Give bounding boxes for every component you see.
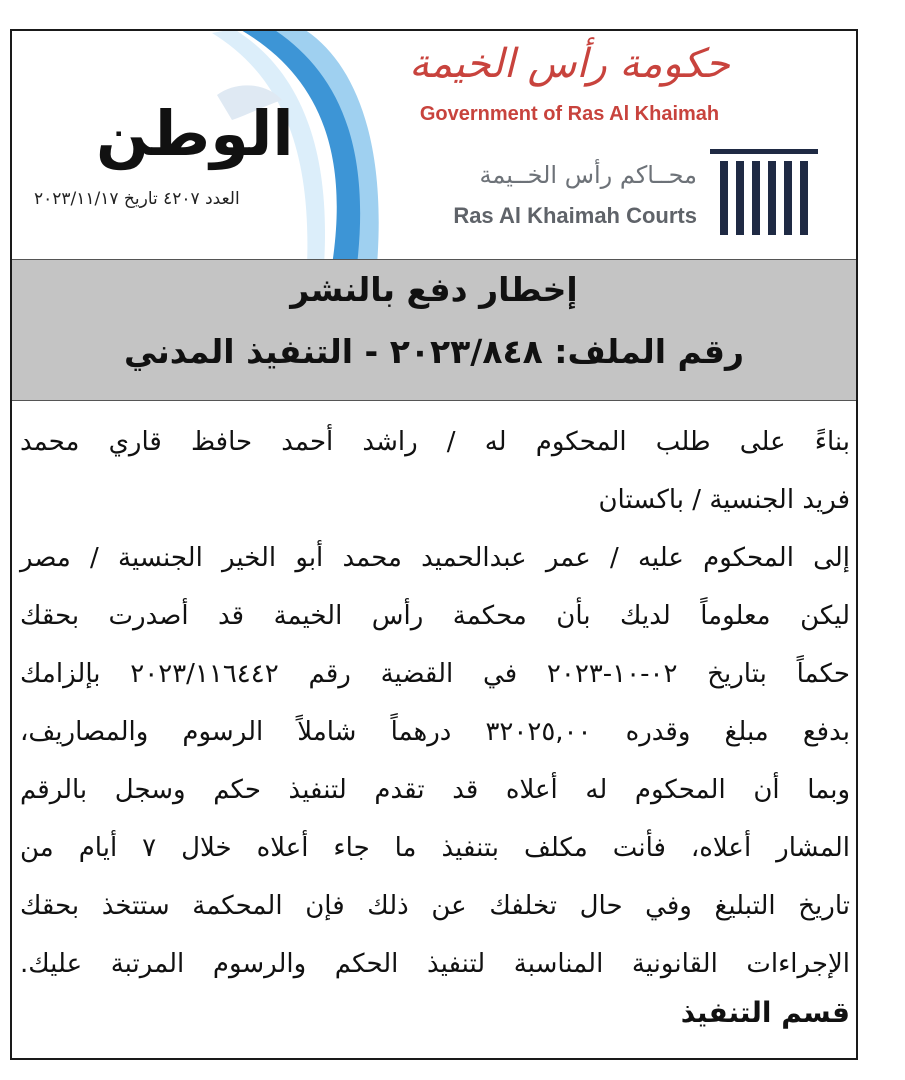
newspaper-issue-date: العدد ٤٢٠٧ تاريخ ٢٠٢٣/١١/١٧ bbox=[34, 189, 240, 209]
notice-line: حكماً بتاريخ ٠٢-١٠-٢٠٢٣ في القضية رقم ٢٠٢٣/١١٦٤٤٢ بإلزامك bbox=[20, 659, 850, 689]
courts-pillars-icon bbox=[710, 149, 820, 239]
newspaper-name: الوطن bbox=[96, 97, 294, 170]
signature-block bbox=[20, 996, 850, 1029]
government-name-english: Government of Ras Al Khaimah bbox=[419, 103, 720, 125]
notice-line: ليكن معلوماً لديك بأن محكمة رأس الخيمة قد أصدرت بحقك bbox=[20, 601, 850, 631]
notice-title: إخطار دفع بالنشر bbox=[290, 270, 578, 309]
notice-line: فريد الجنسية / باكستان bbox=[598, 485, 850, 515]
notice-body bbox=[20, 413, 850, 993]
notice-title-band bbox=[12, 259, 856, 401]
courts-name-english: Ras Al Khaimah Courts bbox=[453, 203, 697, 228]
courts-name-arabic: محــاكم رأس الخــيمة bbox=[479, 161, 697, 189]
file-number: رقم الملف: ٢٠٢٣/٨٤٨ - التنفيذ المدني bbox=[123, 332, 745, 371]
notice-line: بدفع مبلغ وقدره ٣٢٠٢٥,٠٠ درهماً شاملاً الرسوم والمصاريف، bbox=[20, 717, 850, 747]
government-name-arabic: حكومة رأس الخيمة bbox=[409, 41, 730, 87]
notice-line: بناءً على طلب المحكوم له / راشد أحمد حافظ قاري محمد bbox=[20, 427, 850, 457]
notice-frame bbox=[10, 29, 858, 1060]
signature-department: قسم التنفيذ bbox=[680, 996, 850, 1029]
notice-line: المشار أعلاه، فأنت مكلف بتنفيذ ما جاء أعلاه خلال ٧ أيام من bbox=[20, 833, 850, 863]
notice-line: الإجراءات القانونية المناسبة لتنفيذ الحكم والرسوم المرتبة عليك. bbox=[20, 949, 850, 979]
notice-line: إلى المحكوم عليه / عمر عبدالحميد محمد أبو الخير الجنسية / مصر bbox=[20, 543, 850, 573]
notice-line: وبما أن المحكوم له أعلاه قد تقدم لتنفيذ حكم وسجل بالرقم bbox=[20, 775, 850, 805]
notice-header bbox=[12, 31, 856, 259]
notice-line: تاريخ التبليغ وفي حال تخلفك عن ذلك فإن المحكمة ستتخذ بحقك bbox=[20, 891, 850, 921]
